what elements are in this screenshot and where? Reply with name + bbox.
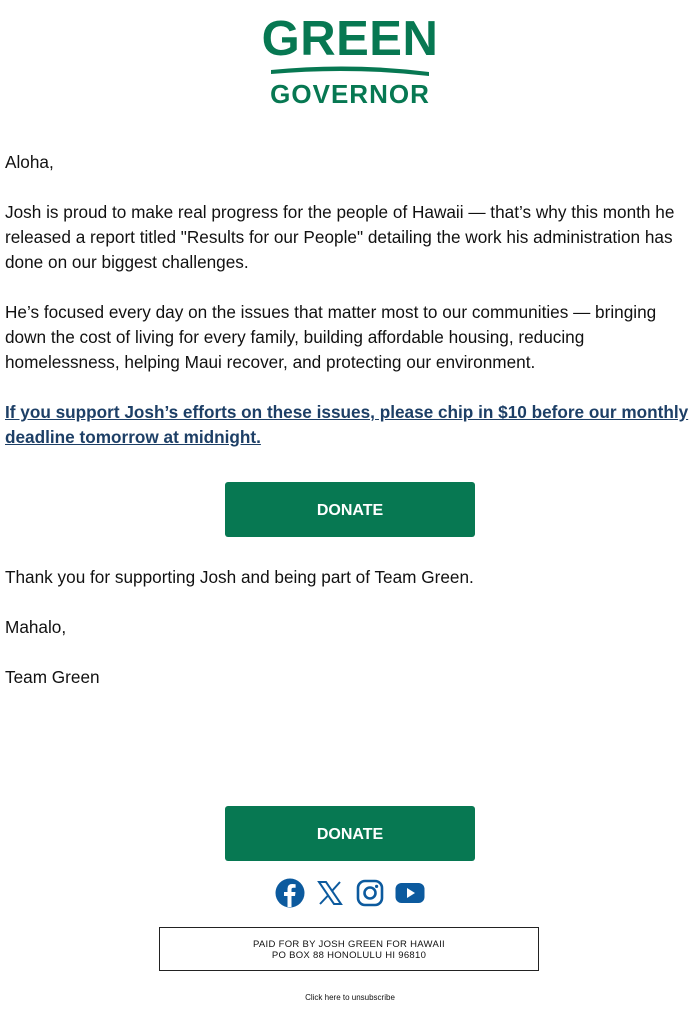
paid-for-line: PAID FOR BY JOSH GREEN FOR HAWAII bbox=[252, 939, 445, 950]
youtube-icon[interactable] bbox=[395, 877, 425, 909]
logo-line2: GOVERNOR bbox=[270, 79, 430, 109]
donate-button-bottom[interactable]: DONATE bbox=[225, 806, 475, 861]
paid-for-disclaimer bbox=[159, 927, 539, 971]
x-icon[interactable] bbox=[315, 877, 345, 909]
paragraph-issues: He’s focused every day on the issues that matter most to our communities — bringing down the cost of living for every family, building affordable housing, reducing homelessness, helping Maui recover, and protecting our environment. bbox=[5, 302, 657, 372]
chip-in-link[interactable]: If you support Josh’s efforts on these issues, please chip in $10 before our monthly deadline tomorrow at midnight. bbox=[5, 402, 689, 447]
signature-text: Team Green bbox=[5, 667, 100, 687]
signoff-text: Mahalo, bbox=[5, 617, 67, 637]
address-line: PO BOX 88 HONOLULU HI 96810 bbox=[271, 950, 427, 961]
email-body bbox=[5, 150, 689, 475]
facebook-icon[interactable] bbox=[275, 877, 305, 909]
paragraph-results: Josh is proud to make real progress for the people of Hawaii — that’s why this month he released a report titled "Results for our People" detailing the work his administration has done on our biggest challenges. bbox=[5, 202, 675, 272]
donate-button[interactable]: DONATE bbox=[225, 482, 475, 537]
logo-swoosh bbox=[271, 66, 429, 76]
logo-line1: GREEN bbox=[261, 12, 439, 66]
email-closing bbox=[5, 565, 689, 715]
unsubscribe-link[interactable]: Click here to unsubscribe bbox=[305, 993, 395, 1002]
thank-you-text: Thank you for supporting Josh and being part of Team Green. bbox=[5, 567, 474, 587]
green-governor-logo bbox=[0, 12, 700, 112]
social-links bbox=[0, 876, 700, 910]
instagram-icon[interactable] bbox=[355, 877, 385, 909]
greeting: Aloha, bbox=[5, 152, 54, 172]
